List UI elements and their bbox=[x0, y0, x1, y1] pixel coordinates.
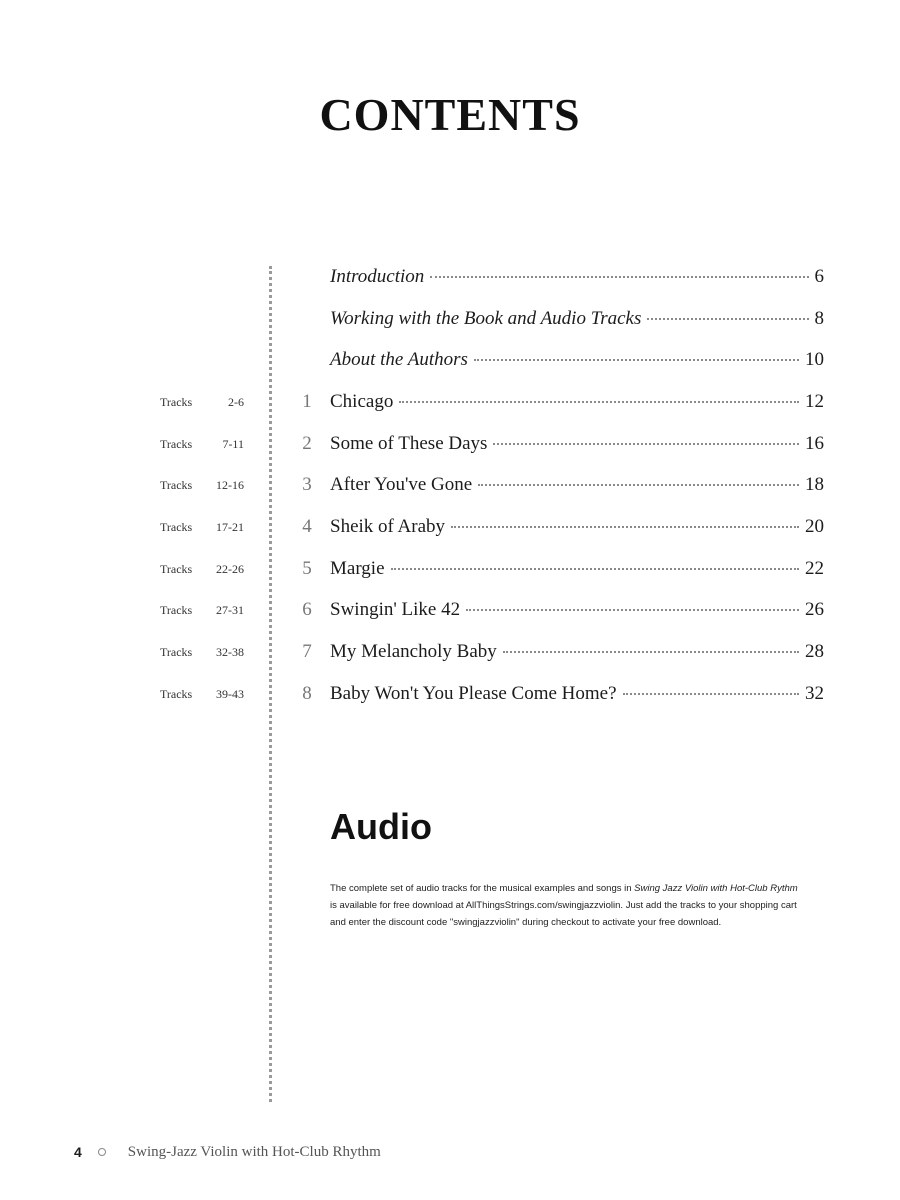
tracks-label: Tracks bbox=[160, 437, 193, 451]
toc-entry-title: Introduction bbox=[330, 266, 425, 287]
toc-entry-title: About the Authors bbox=[330, 349, 468, 370]
toc-chapter-row[interactable] bbox=[0, 554, 900, 584]
circle-bullet-icon bbox=[98, 1148, 106, 1156]
dot-leader bbox=[430, 276, 808, 278]
tracks-range: 39-43 bbox=[216, 687, 244, 701]
tracks-range: 17-21 bbox=[216, 520, 244, 534]
audio-book-title-part2: Hot-Club Rythm bbox=[730, 883, 798, 894]
toc-chapter-row[interactable] bbox=[0, 512, 900, 542]
chapter-number: 6 bbox=[302, 599, 312, 620]
tracks-range: 32-38 bbox=[216, 645, 244, 659]
toc-chapter-row[interactable] bbox=[0, 429, 900, 459]
chapter-number: 5 bbox=[302, 558, 312, 579]
audio-heading: Audio bbox=[330, 806, 432, 847]
toc-entry[interactable] bbox=[0, 262, 900, 292]
track-range bbox=[160, 637, 244, 667]
dot-leader bbox=[399, 401, 799, 403]
toc-entry-title: Working with the Book and Audio Tracks bbox=[330, 308, 642, 329]
chapter-title: Chicago bbox=[330, 391, 394, 412]
tracks-label: Tracks bbox=[160, 478, 193, 492]
tracks-range: 7-11 bbox=[222, 437, 244, 451]
running-book-title: Swing-Jazz Violin with Hot-Club Rhythm bbox=[127, 1143, 381, 1160]
track-range bbox=[160, 595, 244, 625]
chapter-number: 2 bbox=[302, 433, 312, 454]
track-range bbox=[160, 429, 244, 459]
chapter-page: 22 bbox=[805, 558, 824, 579]
chapter-number: 4 bbox=[302, 516, 312, 537]
chapter-page: 26 bbox=[805, 599, 824, 620]
page-footer bbox=[74, 1140, 381, 1164]
dot-leader bbox=[391, 568, 799, 570]
tracks-range: 2-6 bbox=[228, 395, 244, 409]
tracks-range: 22-26 bbox=[216, 562, 244, 576]
chapter-number: 8 bbox=[302, 683, 312, 704]
audio-paragraph bbox=[330, 880, 806, 931]
tracks-label: Tracks bbox=[160, 645, 193, 659]
chapter-number: 1 bbox=[302, 391, 312, 412]
dot-leader bbox=[466, 609, 799, 611]
dot-leader bbox=[451, 526, 799, 528]
chapter-title: My Melancholy Baby bbox=[330, 641, 497, 662]
dot-leader bbox=[478, 484, 799, 486]
toc-entry-page: 10 bbox=[805, 349, 824, 370]
tracks-range: 27-31 bbox=[216, 603, 244, 617]
chapter-page: 16 bbox=[805, 433, 824, 454]
chapter-title: After You've Gone bbox=[330, 474, 473, 495]
dot-leader bbox=[503, 651, 799, 653]
tracks-label: Tracks bbox=[160, 562, 193, 576]
track-range bbox=[160, 512, 244, 542]
chapter-number: 3 bbox=[302, 474, 312, 495]
chapter-title: Baby Won't You Please Come Home? bbox=[330, 683, 617, 704]
chapter-page: 28 bbox=[805, 641, 824, 662]
chapter-title: Swingin' Like 42 bbox=[330, 599, 461, 620]
page-number: 4 bbox=[74, 1144, 82, 1160]
tracks-label: Tracks bbox=[160, 520, 193, 534]
tracks-label: Tracks bbox=[160, 603, 193, 617]
chapter-page: 12 bbox=[805, 391, 824, 412]
audio-book-title-part1: Swing Jazz Violin with bbox=[634, 883, 728, 894]
track-range bbox=[160, 679, 244, 709]
chapter-page: 18 bbox=[805, 474, 824, 495]
page-title: CONTENTS bbox=[319, 89, 581, 140]
toc-chapter-row[interactable] bbox=[0, 470, 900, 500]
dot-leader bbox=[474, 359, 799, 361]
toc-chapter-row[interactable] bbox=[0, 387, 900, 417]
chapter-number: 7 bbox=[302, 641, 312, 662]
track-range bbox=[160, 387, 244, 417]
audio-text-end: is available for free download at AllThingsStrings.com/swingjazzviolin. Just add the tracks to your shopping cart and enter the discount code "swingjazzviolin" during checkout to activate your free download. bbox=[330, 900, 797, 928]
track-range bbox=[160, 470, 244, 500]
chapter-page: 32 bbox=[805, 683, 824, 704]
chapter-page: 20 bbox=[805, 516, 824, 537]
audio-text-start: The complete set of audio tracks for the musical examples and songs in bbox=[330, 883, 635, 894]
tracks-range: 12-16 bbox=[216, 478, 244, 492]
chapter-title: Margie bbox=[330, 558, 385, 579]
tracks-label: Tracks bbox=[160, 395, 193, 409]
toc-entry[interactable] bbox=[0, 345, 900, 375]
dot-leader bbox=[647, 318, 808, 320]
dot-leader bbox=[623, 693, 799, 695]
toc-entry-page: 6 bbox=[814, 266, 824, 287]
toc-chapter-row[interactable] bbox=[0, 679, 900, 709]
tracks-label: Tracks bbox=[160, 687, 193, 701]
toc-chapter-row[interactable] bbox=[0, 637, 900, 667]
toc-entry[interactable] bbox=[0, 304, 900, 334]
dot-leader bbox=[493, 443, 799, 445]
toc-chapter-row[interactable] bbox=[0, 595, 900, 625]
toc-entry-page: 8 bbox=[814, 308, 824, 329]
chapter-title: Sheik of Araby bbox=[330, 516, 446, 537]
chapter-title: Some of These Days bbox=[330, 433, 488, 454]
track-range bbox=[160, 554, 244, 584]
